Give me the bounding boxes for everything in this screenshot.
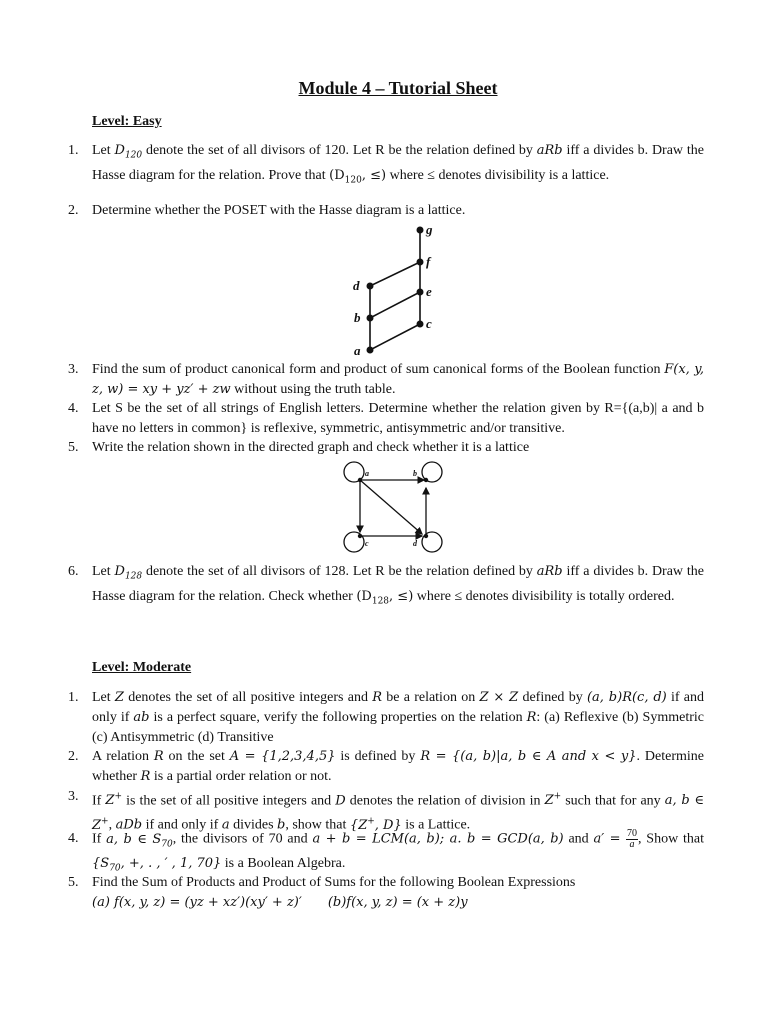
- easy-question-1: 1. Let $D_{120}$ denote the set of all divisors of 120. Let R be the relation defined by aRb iff a divides b. Draw the Hasse diagram for the relation. Prove that ($D_{120}$, ≤) where ≤ denotes divisibility is a lattice.: [68, 143, 704, 186]
- graph-node-d: [424, 534, 428, 538]
- question-number: 2.: [68, 749, 79, 764]
- hasse-label-a: a: [354, 343, 361, 358]
- graph-label-b: b: [413, 469, 417, 478]
- directed-graph: [340, 458, 446, 556]
- hasse-label-f: f: [426, 254, 431, 269]
- fraction-70-over-a: $\frac{70}{a}$: [626, 828, 637, 850]
- question-number: 1.: [68, 143, 79, 158]
- hasse-node-c: [417, 321, 424, 328]
- hasse-diagram: [340, 222, 450, 358]
- hasse-node-g: [417, 227, 424, 234]
- easy-question-2: 2. Determine whether the POSET with the Hasse diagram is a lattice.: [68, 201, 704, 221]
- hasse-label-g: g: [426, 222, 433, 237]
- hasse-node-f: [417, 259, 424, 266]
- graph-node-c: [358, 534, 362, 538]
- hasse-node-d: [367, 283, 374, 290]
- hasse-node-b: [367, 315, 374, 322]
- graph-node-b: [424, 478, 428, 482]
- easy-question-6: 6. Let $D_{128}$ denote the set of all divisors of 128. Let R be the relation defined by aRb iff a divides b. Draw the Hasse diagram for the relation. Check whether ($D_{128}$, ≤) where ≤ denotes divisibility is totally ordered.: [68, 564, 704, 607]
- question-number: 5.: [68, 440, 79, 455]
- graph-label-c: c: [365, 539, 369, 548]
- easy-question-5: 5. Write the relation shown in the directed graph and check whether it is a lattice: [68, 438, 704, 458]
- question-number: 3.: [68, 789, 79, 804]
- moderate-question-3: 3. If Z+ is the set of all positive integers and D denotes the relation of division in Z+ such that for any a, b ∈ Z+, aDb if and only if a divides b, show that {Z+, D} is a Lattice.: [68, 789, 705, 833]
- heading-level-moderate: Level: Moderate: [92, 660, 192, 675]
- question-number: 2.: [68, 203, 79, 218]
- easy-question-3: 3. Find the sum of product canonical form and product of sum canonical forms of the Boolean function F(x, y, z, w) = xy + yz′ + zw without using the truth table.: [68, 362, 704, 397]
- graph-label-d: d: [413, 539, 417, 548]
- hasse-label-d: d: [353, 278, 360, 293]
- hasse-label-c: c: [426, 316, 432, 331]
- edge-a-d: [360, 480, 422, 534]
- graph-label-a: a: [365, 469, 369, 478]
- question-number: 5.: [68, 875, 79, 890]
- heading-level-easy: Level: Easy: [92, 114, 162, 129]
- question-number: 1.: [68, 690, 79, 705]
- hasse-node-a: [367, 347, 374, 354]
- question-number: 3.: [68, 362, 79, 377]
- question-number: 4.: [68, 831, 79, 846]
- moderate-question-2: 2. A relation R on the set A = {1,2,3,4,5} is defined by R = {(a, b)|a, b ∈ A and x < y}. Determine whether R is a partial order relation or not.: [68, 749, 704, 784]
- graph-node-a: [358, 478, 362, 482]
- easy-question-4: 4. Let S be the set of all strings of English letters. Determine whether the relation given by R={(a,b)| a and b have no letters in common} is reflexive, symmetric, antisymmetric and/or transitive.: [68, 401, 704, 436]
- page-title: Module 4 – Tutorial Sheet: [298, 78, 498, 98]
- hasse-label-e: e: [426, 284, 432, 299]
- moderate-question-4: 4. If a, b ∈ $S_{70}$, the divisors of 70 and a + b = LCM(a, b); a. b = GCD(a, b) and a′ = $\frac{70}{a}$ , Show that {$S_{70}$, +, . , ′ , 1, 70} is a Boolean Algebra.: [68, 828, 705, 874]
- question-number: 4.: [68, 401, 79, 416]
- hasse-node-e: [417, 289, 424, 296]
- question-number: 6.: [68, 564, 79, 579]
- moderate-question-5: 5. Find the Sum of Products and Product of Sums for the following Boolean Expressions (a) f(x, y, z) = (yz + xz′)(xy′ + z)′ (b)f(x, y, z) = (x + z)y: [68, 875, 576, 910]
- hasse-label-b: b: [354, 310, 361, 325]
- moderate-question-1: 1. Let Z denotes the set of all positive integers and R be a relation on Z × Z defined by (a, b)R(c, d) if and only if ab is a perfect square, verify the following properties on the relation R: (a) Reflexive (b) Symmetric (c) Antisymmetric (d) Transitive: [68, 690, 705, 745]
